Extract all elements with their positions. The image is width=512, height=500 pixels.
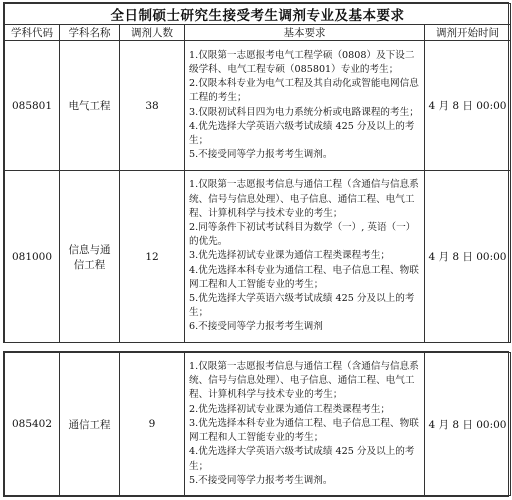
- row-name: 电气工程: [60, 41, 120, 171]
- row-start-time: 4 月 8 日 00:00: [425, 41, 511, 171]
- requirement-item: 5.优先选择大学英语六级考试成绩 425 分及以上的考生；: [189, 293, 415, 319]
- table-row: [5, 171, 511, 343]
- requirement-item: 4.优先选择本科专业为通信工程、电子信息工程、物联网工程和人工智能专业的考生；: [189, 264, 419, 290]
- row-count: 38: [120, 41, 185, 171]
- table-row: [5, 41, 511, 171]
- requirement-item: 3.优先选择本科专业为通信工程、电子信息工程、物联网工程和人工智能专业的考生；: [189, 417, 419, 444]
- requirement-item: 5.不接受同等学力报考考生调剂。: [189, 149, 333, 161]
- row-code: 085801: [5, 41, 60, 171]
- row-code: 081000: [5, 171, 60, 343]
- requirement-item: 1.仅限第一志愿报考信息与通信工程（含通信与信息系统、信号与信息处理）、电子信息、通信工程、电气工程、计算机科学与技术专业的考生；: [189, 361, 419, 401]
- requirement-item: 1.仅限第一志愿报考信息与通信工程（含通信与信息系统、信号与信息处理）、电子信息、通信工程、电气工程、计算机科学与技术专业的考生；: [189, 179, 419, 219]
- row-count: 9: [120, 353, 185, 496]
- row-requirements: [185, 171, 425, 343]
- requirement-item: 2.仅限本科专业为电气工程及其自动化或智能电网信息工程的考生；: [189, 78, 419, 104]
- requirement-item: 6.不接受同等学力报考考生调剂: [189, 321, 323, 333]
- header-start-time: 调剂开始时间: [425, 25, 511, 41]
- header-row: [5, 25, 511, 41]
- row-start-time: 4 月 8 日 00:00: [425, 353, 511, 496]
- requirement-item: 3.优先选择初试专业课为通信工程类课程考生；: [189, 250, 391, 262]
- row-name: 信息与通信工程: [60, 171, 120, 343]
- row-requirements: [185, 41, 425, 171]
- requirement-item: 5.不接受同等学力报考考生调剂。: [189, 474, 333, 486]
- row-count: 12: [120, 171, 185, 343]
- row-start-time: 4 月 8 日 00:00: [425, 171, 511, 343]
- row-name: 通信工程: [60, 353, 120, 496]
- header-code: 学科代码: [5, 25, 60, 41]
- header-name: 学科名称: [60, 25, 120, 41]
- requirement-item: 1.仅限第一志愿报考电气工程学硕（0808）及下设二级学科、电气工程专硕（085801）专业的考生；: [189, 49, 415, 75]
- requirement-item: 4.优先选择大学英语六级考试成绩 425 分及以上的考生；: [189, 446, 415, 472]
- requirement-item: 2.优先选择初试专业课为通信工程类课程考生；: [189, 403, 391, 415]
- admission-table: [4, 3, 511, 343]
- header-requirements: 基本要求: [185, 25, 425, 41]
- row-code: 085402: [5, 353, 60, 496]
- admission-table-part-1: [3, 2, 509, 343]
- requirement-item: 3.仅限初试科目四为电力系统分析或电路课程的考生；: [189, 106, 419, 118]
- table-title: 全日制硕士研究生接受考生调剂专业及基本要求: [5, 4, 511, 25]
- admission-table-part-2: [3, 351, 509, 497]
- requirement-item: 4.优先选择大学英语六级考试成绩 425 分及以上的考生；: [189, 120, 415, 146]
- requirement-item: 2.同等条件下初试考试科目为数学（一）, 英语（一）的优先。: [189, 221, 416, 248]
- table-row: [5, 353, 511, 496]
- admission-table-continued: [4, 352, 511, 496]
- row-requirements: [185, 353, 425, 496]
- header-count: 调剂人数: [120, 25, 185, 41]
